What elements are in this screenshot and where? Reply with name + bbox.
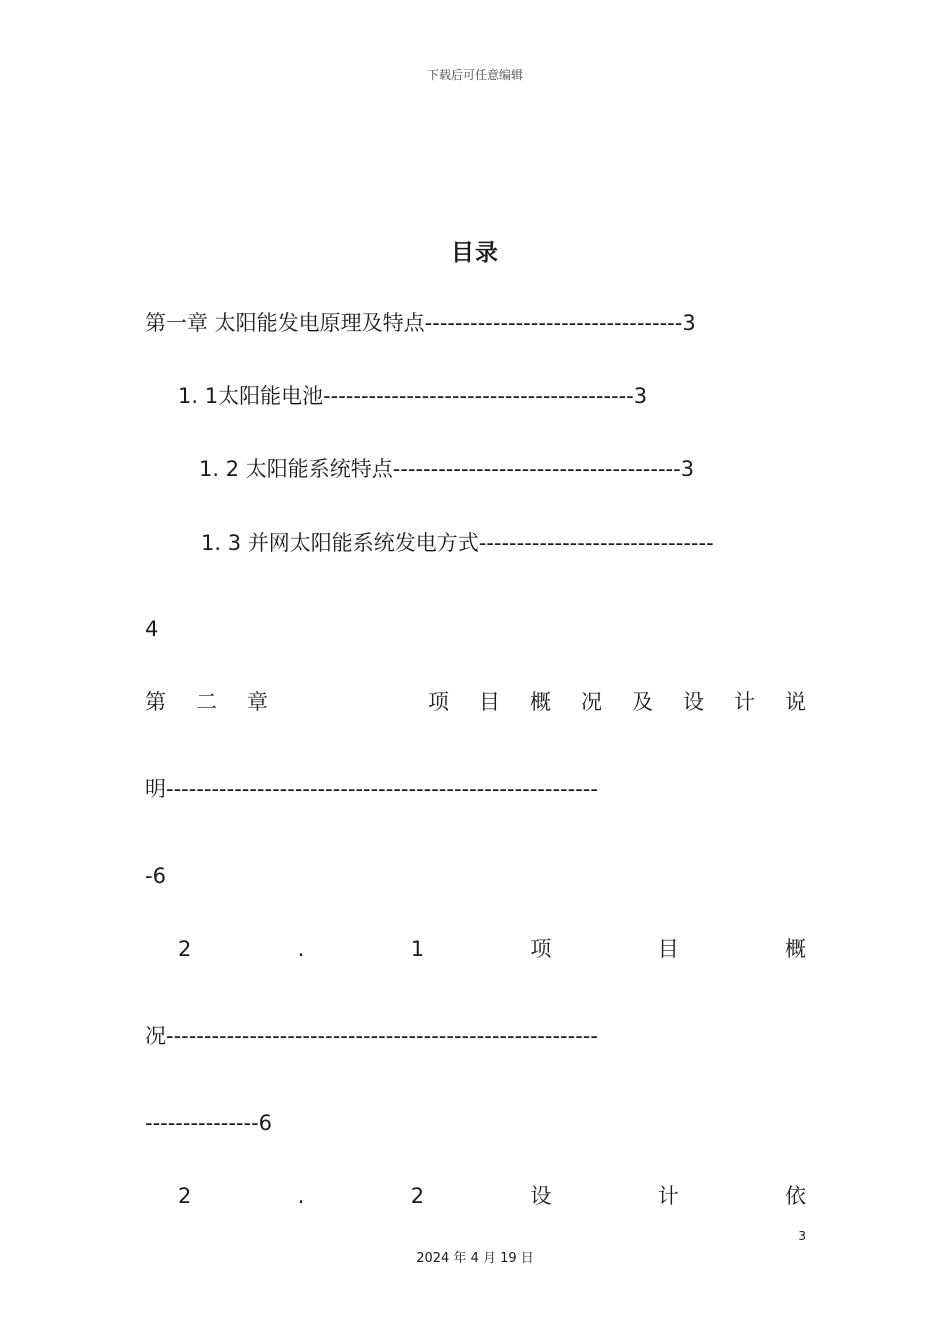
footer-date: 2024 年 4 月 19 日 [416, 1251, 534, 1266]
toc-char: 项 [530, 937, 552, 961]
toc-char-gap [298, 688, 398, 716]
toc-entry-2-1[interactable] [178, 935, 806, 963]
toc-char: 概 [785, 937, 806, 961]
toc-char: 1 [410, 937, 425, 961]
toc-char: 计 [657, 1184, 679, 1208]
toc-char: 设 [683, 690, 704, 714]
toc-char: 目 [479, 690, 500, 714]
toc-entry-2-1-page: ---------------6 [145, 1111, 273, 1135]
toc-char: 设 [530, 1184, 552, 1208]
toc-entry-chapter-2[interactable] [145, 688, 806, 716]
toc-entry-chapter-1[interactable]: 第一章 太阳能发电原理及特点----------------------------------3 [145, 311, 696, 335]
toc-entry-1-3-page: 4 [145, 617, 159, 641]
toc-char: 2 [410, 1184, 425, 1208]
toc-char: 2 [178, 1184, 192, 1208]
toc-char: 第 [145, 690, 166, 714]
page-header: 下载后可任意编辑 [426, 68, 523, 82]
toc-char: 二 [196, 690, 217, 714]
page-title: 目录 [451, 240, 499, 266]
toc-char: 依 [785, 1184, 806, 1208]
toc-char: . [297, 1184, 305, 1208]
toc-char: 及 [632, 690, 653, 714]
toc-char: 计 [734, 690, 755, 714]
toc-entry-chapter-2-cont[interactable]: 明--------------------------------------------------------- [145, 777, 598, 801]
page-number: 3 [798, 1229, 806, 1243]
toc-entry-1-1[interactable]: 1. 1太阳能电池-----------------------------------------3 [178, 384, 648, 408]
toc-char: 章 [247, 690, 268, 714]
toc-char: 况 [581, 690, 602, 714]
toc-entry-2-1-cont[interactable]: 况--------------------------------------------------------- [145, 1024, 598, 1048]
toc-char: . [297, 937, 305, 961]
toc-char: 概 [530, 690, 551, 714]
toc-char: 2 [178, 937, 192, 961]
toc-char: 项 [428, 690, 449, 714]
toc-entry-1-3[interactable]: 1. 3 并网太阳能系统发电方式------------------------------- [201, 531, 714, 555]
toc-entry-1-2[interactable]: 1. 2 太阳能系统特点--------------------------------------3 [199, 457, 695, 481]
toc-entry-2-2[interactable] [178, 1182, 806, 1210]
toc-char: 目 [657, 937, 679, 961]
toc-entry-chapter-2-page: -6 [145, 864, 166, 888]
toc-char: 说 [785, 690, 806, 714]
